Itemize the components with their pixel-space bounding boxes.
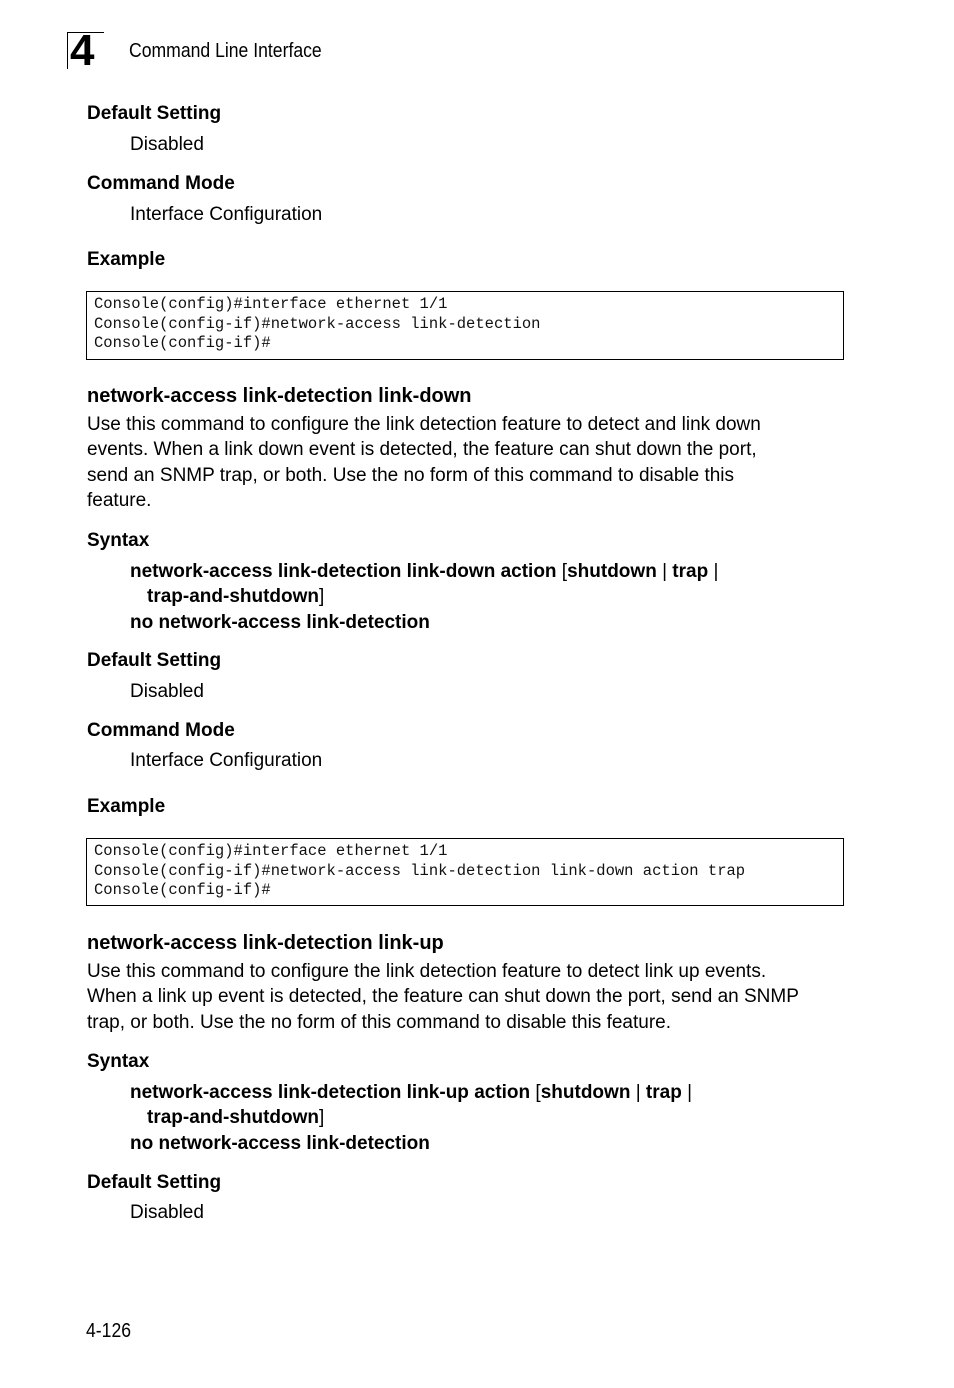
syntax-option: trap: [645, 1082, 682, 1103]
description-line: feature.: [87, 489, 152, 511]
description-line: events. When a link down event is detected, the feature can shut down the port,: [87, 439, 757, 461]
page-number: 4-126: [86, 1320, 132, 1342]
code-example-box: [86, 838, 844, 906]
syntax-no-form: no network-access link-detection: [130, 1133, 430, 1154]
code-line: Console(config)#interface ethernet 1/1: [94, 842, 448, 860]
default-setting-value: Disabled: [130, 681, 204, 702]
syntax-heading: Syntax: [87, 1051, 150, 1072]
syntax-command: network-access link-detection link-down action: [130, 561, 557, 582]
syntax-bracket: ]: [319, 1107, 325, 1128]
chapter-number: 4: [70, 26, 95, 75]
syntax-no-form: no network-access link-detection: [130, 612, 430, 633]
command-mode-value: Interface Configuration: [130, 750, 323, 771]
syntax-separator: |: [681, 1082, 693, 1103]
code-line: Console(config)#interface ethernet 1/1: [94, 295, 448, 313]
command-mode-value: Interface Configuration: [130, 204, 323, 225]
code-example-box: [86, 291, 844, 360]
code-line: Console(config-if)#network-access link-detection link-down action trap: [94, 861, 746, 880]
example-heading: Example: [87, 249, 166, 270]
syntax-command-line: [130, 1080, 692, 1105]
syntax-command: network-access link-detection link-up action: [130, 1082, 531, 1103]
description-line: Use this command to configure the link detection feature to detect link up events.: [87, 961, 767, 982]
code-line: Console(config-if)#: [94, 881, 271, 899]
syntax-separator: |: [708, 561, 719, 582]
description-link-up: [87, 959, 862, 1035]
section-title-link-up: network-access link-detection link-up: [87, 932, 444, 954]
description-line: trap, or both. Use the no form of this command to disable this feature.: [87, 1011, 672, 1033]
description-line: When a link up event is detected, the feature can shut down the port, send an SNMP: [87, 986, 799, 1008]
description-line: send an SNMP trap, or both. Use the no form of this command to disable this: [87, 464, 735, 486]
example-heading: Example: [87, 796, 166, 817]
default-setting-value: Disabled: [130, 134, 204, 155]
command-mode-heading: Command Mode: [87, 173, 235, 194]
description-link-down: [87, 412, 862, 513]
syntax-option: shutdown: [567, 561, 657, 582]
default-setting-heading: Default Setting: [87, 103, 222, 124]
syntax-continuation-line: [147, 584, 324, 609]
syntax-separator: |: [630, 1082, 646, 1103]
default-setting-heading: Default Setting: [87, 1172, 222, 1193]
syntax-option: shutdown: [540, 1082, 631, 1103]
syntax-command-line: [130, 559, 718, 584]
syntax-option: trap-and-shutdown: [147, 1107, 320, 1128]
default-setting-heading: Default Setting: [87, 650, 222, 671]
syntax-bracket: ]: [319, 586, 325, 607]
syntax-separator: |: [656, 561, 673, 582]
syntax-bracket: [: [530, 1082, 541, 1103]
default-setting-value: Disabled: [130, 1202, 204, 1223]
syntax-option: trap-and-shutdown: [147, 586, 320, 607]
syntax-continuation-line: [147, 1105, 324, 1130]
syntax-bracket: [: [556, 561, 568, 582]
section-title-link-down: network-access link-detection link-down: [87, 385, 472, 407]
command-mode-heading: Command Mode: [87, 720, 235, 741]
syntax-option: trap: [672, 561, 709, 582]
description-line: Use this command to configure the link detection feature to detect and link down: [87, 414, 761, 435]
code-line: Console(config-if)#: [94, 334, 271, 352]
running-title: Command Line Interface: [129, 40, 322, 62]
syntax-heading: Syntax: [87, 530, 150, 551]
code-line: Console(config-if)#network-access link-detection: [94, 314, 541, 333]
